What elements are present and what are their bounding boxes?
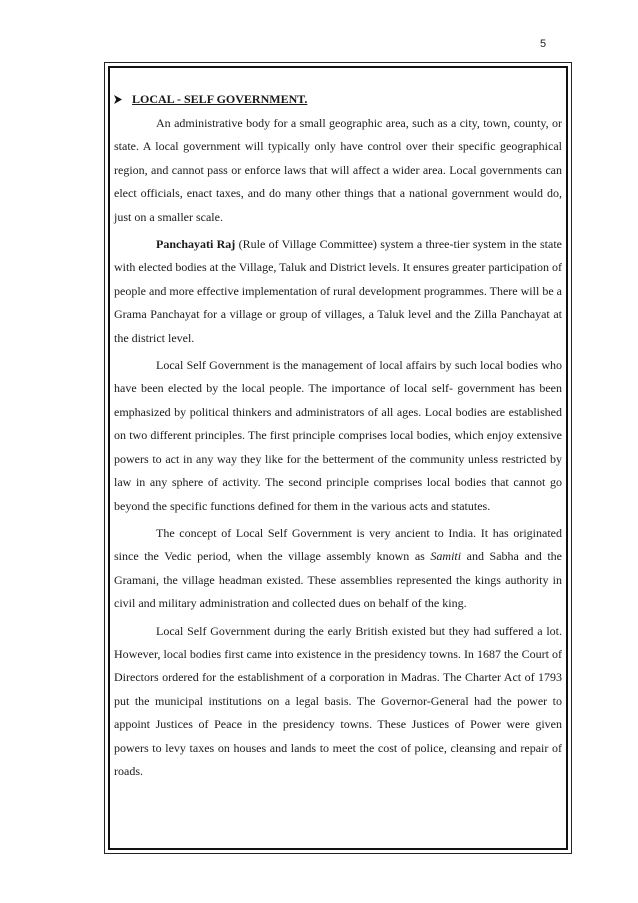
document-body (114, 88, 562, 783)
paragraph-1: An administrative body for a small geographic area, such as a city, town, county, or state. A local government will typically only have control over their specific geographical region, and cannot pass or enforce laws that will affect a wider area. Local governments can elect officials, enact taxes, and do many other things that a national government would do, just on a smaller scale. (114, 116, 562, 224)
panchayati-raj-term: Panchayati Raj (156, 237, 236, 252)
page-number: 5 (540, 38, 547, 50)
paragraph-4-text-b: and Sabha and the Gramani, the village headman existed. These assemblies represented the kings authority in civil and military administration and collected dues on behalf of the king. (114, 549, 562, 611)
section-heading (114, 88, 562, 111)
paragraph-4 (114, 522, 562, 616)
paragraph-2 (114, 233, 562, 350)
paragraph-5: Local Self Government during the early British existed but they had suffered a lot. However, local bodies first came into existence in the presidency towns. In 1687 the Court of Directors ordered for the establishment of a corporation in Madras. The Charter Act of 1793 put the municipal institutions on a legal basis. The Governor-General had the power to appoint Justices of Peace in the presidency towns. These Justices of Power were given powers to levy taxes on houses and lands to meet the cost of police, cleansing and repair of roads. (114, 623, 562, 778)
arrow-bullet-icon (114, 95, 122, 104)
section-title: LOCAL - SELF GOVERNMENT. (132, 92, 308, 106)
paragraph-3: Local Self Government is the management of local affairs by such local bodies who have been elected by the local people. The importance of local self- government has been emphasized by political thinkers and administrators of all ages. Local bodies are established on two different principles. The first principle comprises local bodies, which enjoy extensive powers to act in any way they like for the betterment of the community unless restricted by law in any sphere of activity. The second principle comprises local bodies that cannot go beyond the specific functions defined for them in the various acts and statutes. (114, 358, 562, 513)
paragraph-2-text: (Rule of Village Committee) system a three-tier system in the state with elected bodies at the Village, Taluk and District levels. It ensures greater participation of people and more effective implementation of rural development programmes. There will be a Grama Panchayat for a village or group of villages, a Taluk level and the Zilla Panchayat at the district level. (114, 237, 563, 345)
paragraph-4-text-a: The concept of Local Self Government is very ancient to India. It has originated since the Vedic period, when the village assembly known as (114, 525, 562, 564)
samiti-term: Samiti (430, 549, 462, 564)
